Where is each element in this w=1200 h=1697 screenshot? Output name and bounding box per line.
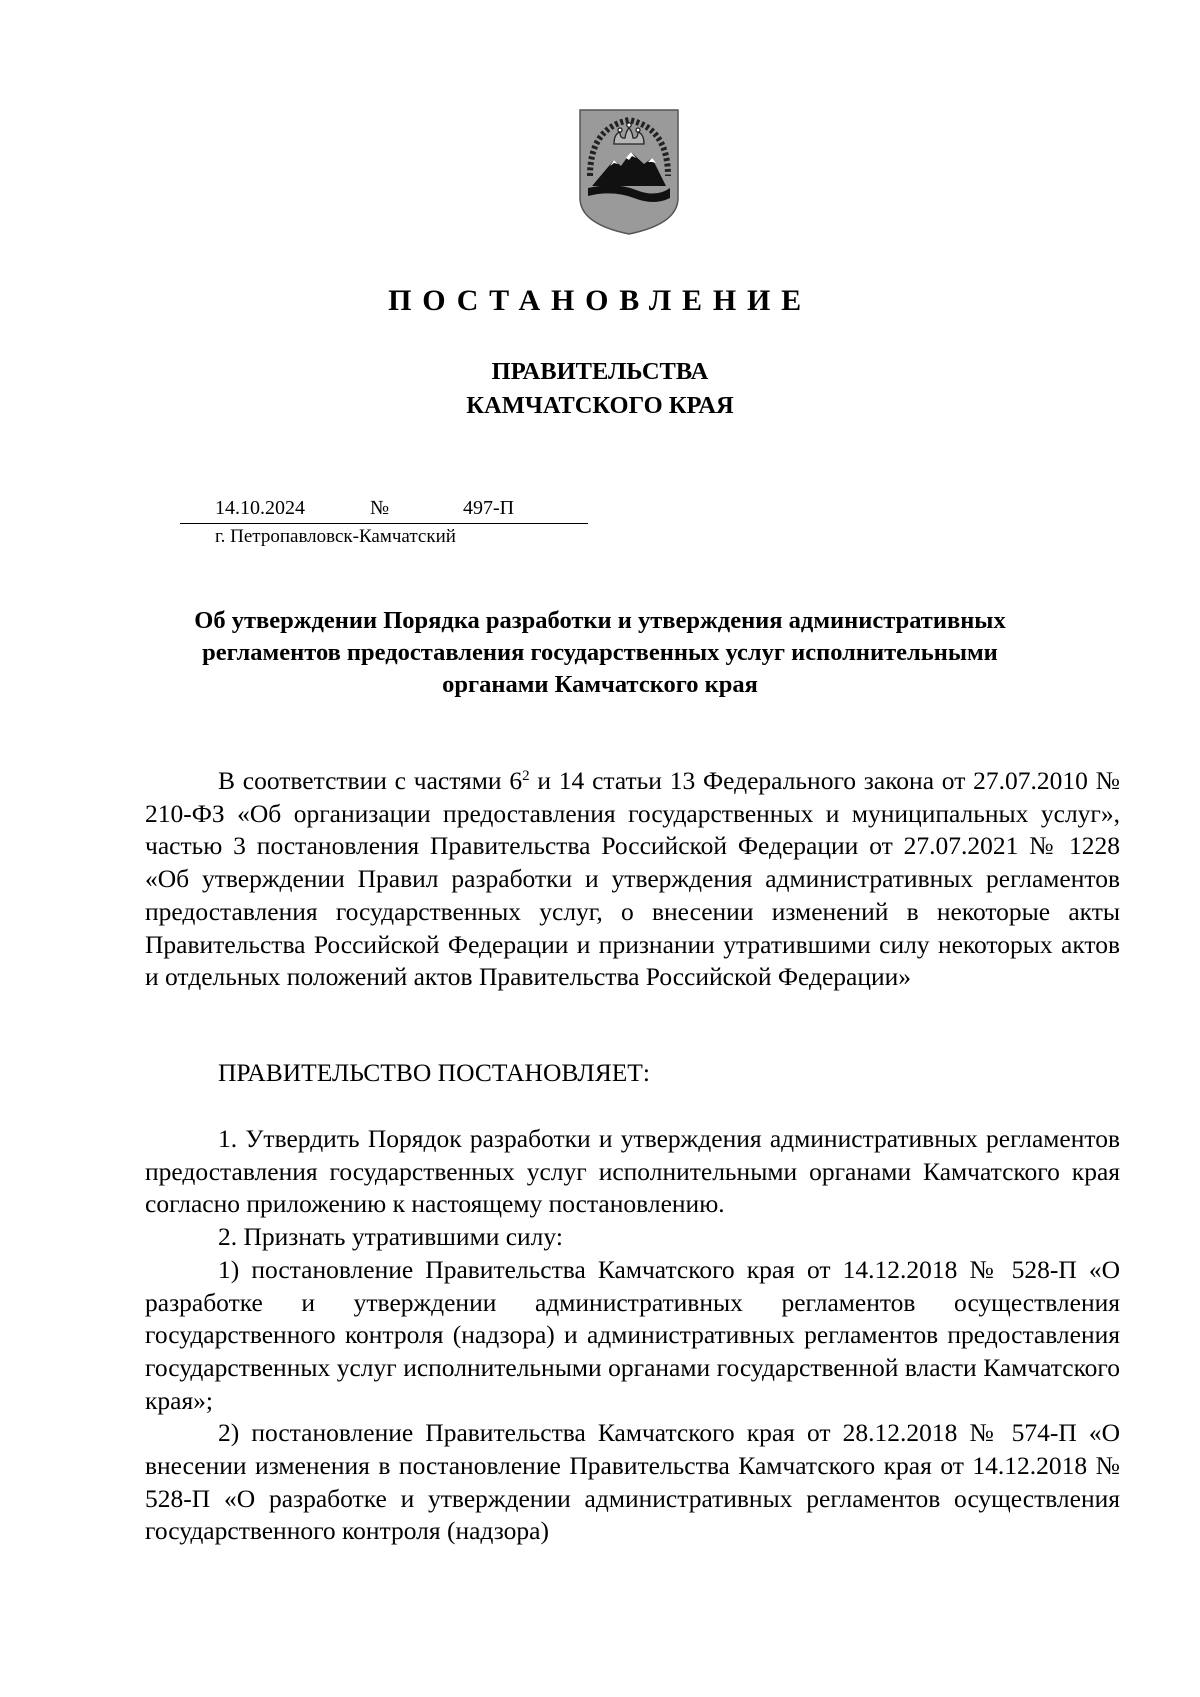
- date-number-line: [180, 493, 588, 524]
- document-number: 497-П: [463, 497, 515, 519]
- preamble: [145, 765, 1120, 994]
- subject-line-2: регламентов предоставления государственных услуг исполнительными: [202, 639, 998, 666]
- number-sign: №: [370, 497, 390, 519]
- issuing-authority: [0, 355, 1200, 423]
- item-2-1: 1) постановление Правительства Камчатского края от 14.12.2018 № 528-П «О разработке и утверждении административных регламентов осуществления государственного контроля (надзора) и административных регламентов предоставления государственных услуг исполнительными органами государственной власти Камчатского края»;: [145, 1254, 1120, 1415]
- decree-items: [145, 1123, 1120, 1548]
- document-city: г. Петропавловск-Камчатский: [215, 526, 456, 547]
- document-date: 14.10.2024: [215, 497, 305, 519]
- preamble-text-rest: и 14 статьи 13 Федерального закона от 27.07.2010 № 210-ФЗ «Об организации предоставления государственных и муниципальных услуг», частью 3 постановления Правительства Российской Федерации от 27.07.2021 № 1228 «Об утверждении Правил разработки и утверждения административных регламентов предоставления государственных услуг, о внесении изменений в некоторые акты Правительства Российской Федерации и признании утратившими силу некоторых актов и отдельных положений актов Правительства Российской Федерации»: [145, 766, 1120, 992]
- preamble-text-start: В соответствии с частями 6: [218, 766, 523, 795]
- item-1: 1. Утвердить Порядок разработки и утверждения административных регламентов предоставления государственных услуг исполнительными органами Камчатского края согласно приложению к настоящему постановлению.: [145, 1124, 1120, 1219]
- authority-line-1: ПРАВИТЕЛЬСТВА: [491, 358, 709, 385]
- coat-of-arms-emblem: [576, 106, 682, 236]
- document-subject: [0, 605, 1200, 701]
- subject-line-1: Об утверждении Порядка разработки и утверждения административных: [194, 607, 1006, 634]
- authority-line-2: КАМЧАТСКОГО КРАЯ: [466, 392, 734, 419]
- item-2: 2. Признать утратившими силу:: [218, 1222, 563, 1252]
- item-2-2: 2) постановление Правительства Камчатского края от 28.12.2018 № 574-П «О внесении изменения в постановление Правительства Камчатского края от 14.12.2018 № 528-П «О разработке и утверждении административных регламентов осуществления государственного контроля (надзора): [145, 1418, 1120, 1546]
- document-title: ПОСТАНОВЛЕНИЕ: [388, 284, 812, 317]
- preamble-superscript: 2: [522, 768, 530, 784]
- decree-statement: ПРАВИТЕЛЬСТВО ПОСТАНОВЛЯЕТ:: [218, 1058, 650, 1087]
- subject-line-3: органами Камчатского края: [442, 671, 758, 698]
